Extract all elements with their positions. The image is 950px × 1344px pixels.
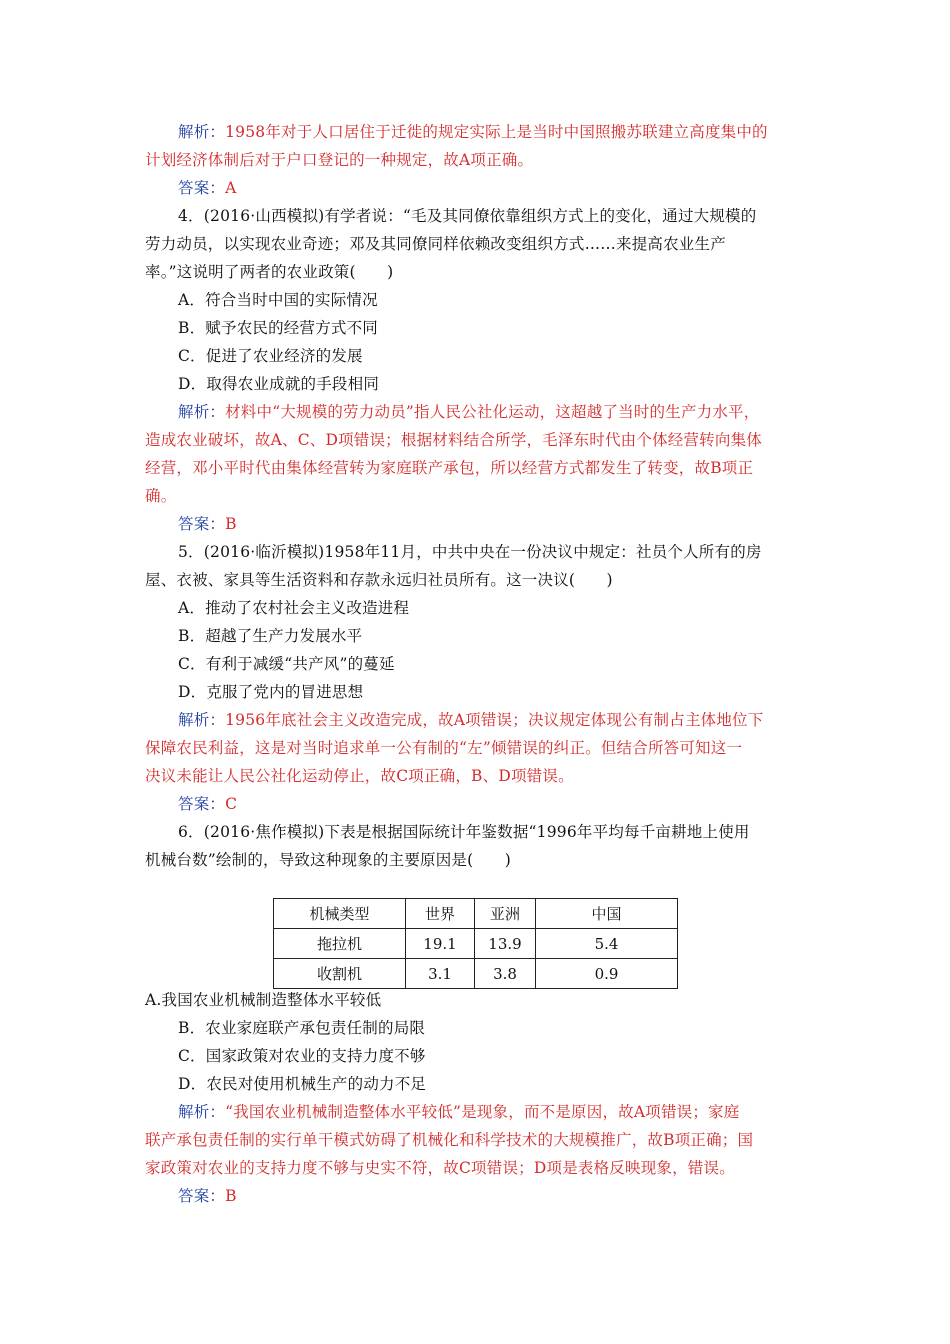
table-header-cell: 世界 <box>406 899 475 929</box>
line-text: D．农民对使用机械生产的动力不足 <box>178 1075 427 1093</box>
text-line <box>178 1186 237 1206</box>
text-line <box>178 822 750 842</box>
line-text: 家政策对农业的支持力度不够与史实不符，故C项错误；D项是表格反映现象，错误。 <box>145 1159 735 1177</box>
line-text: C <box>225 795 238 813</box>
line-text: B <box>225 1187 237 1205</box>
text-line <box>178 626 362 646</box>
line-text: 保障农民利益，这是对当时追求单一公有制的“左”倾错误的纠正。但结合所答可知这一 <box>145 739 743 757</box>
line-text: “我国农业机械制造整体水平较低”是现象，而不是原因，故A项错误；家庭 <box>225 1103 740 1121</box>
text-line <box>145 850 511 870</box>
line-text: A．符合当时中国的实际情况 <box>178 291 378 309</box>
text-line <box>178 318 378 338</box>
text-line <box>178 710 763 730</box>
table-cell: 拖拉机 <box>274 929 406 959</box>
text-line <box>178 122 768 142</box>
text-line <box>145 1158 735 1178</box>
line-text: D．取得农业成就的手段相同 <box>178 375 380 393</box>
machinery-table <box>273 898 678 989</box>
line-text: 材料中“大规模的劳力动员”指人民公社化运动，这超越了当时的生产力水平， <box>225 403 760 421</box>
line-text: 确。 <box>145 487 177 505</box>
table-cell: 19.1 <box>406 929 475 959</box>
table-cell: 13.9 <box>475 929 536 959</box>
line-text: B．超越了生产力发展水平 <box>178 627 363 645</box>
line-text: 决议未能让人民公社化运动停止，故C项正确，B、D项错误。 <box>145 767 574 785</box>
line-text: 联产承包责任制的实行单干模式妨碍了机械化和科学技术的大规模推广，故B项正确；国 <box>145 1131 754 1149</box>
text-line <box>178 1046 426 1066</box>
line-text: 5．(2016·临沂模拟)1958年11月，中共中央在一份决议中规定：社员个人所有的房 <box>178 543 762 561</box>
line-text: 计划经济体制后对于户口登记的一种规定，故A项正确。 <box>145 151 534 169</box>
text-line <box>145 766 574 786</box>
text-line <box>145 990 381 1010</box>
line-text: 屋、衣被、家具等生活资料和存款永远归社员所有。这一决议( ) <box>145 571 613 589</box>
answer-label: 解析： <box>178 403 226 421</box>
line-text: B <box>225 515 237 533</box>
answer-label: 答案： <box>178 1187 226 1205</box>
text-line <box>178 794 237 814</box>
text-line <box>178 374 379 394</box>
table-cell: 5.4 <box>536 929 678 959</box>
table-cell: 3.8 <box>475 959 536 989</box>
table-row <box>274 929 678 959</box>
line-text: 6．(2016·焦作模拟)下表是根据国际统计年鉴数据“1996年平均每千亩耕地上使用 <box>178 823 750 841</box>
text-line <box>178 346 363 366</box>
text-line <box>178 402 759 422</box>
text-line <box>145 486 176 506</box>
text-line <box>145 262 393 282</box>
text-line <box>178 1018 425 1038</box>
line-text: C．有利于减缓“共产风”的蔓延 <box>178 655 395 673</box>
text-line <box>178 542 762 562</box>
line-text: 4．(2016·山西模拟)有学者说：“毛及其同僚依靠组织方式上的变化，通过大规模的 <box>178 207 757 225</box>
table-cell: 收割机 <box>274 959 406 989</box>
line-text: A.我国农业机械制造整体水平较低 <box>145 991 382 1009</box>
line-text: C．国家政策对农业的支持力度不够 <box>178 1047 426 1065</box>
text-line <box>178 290 378 310</box>
text-line <box>145 150 533 170</box>
table-header-cell: 亚洲 <box>475 899 536 929</box>
text-line <box>145 570 613 590</box>
line-text: B．赋予农民的经营方式不同 <box>178 319 378 337</box>
text-line <box>178 598 409 618</box>
line-text: A．推动了农村社会主义改造进程 <box>178 599 410 617</box>
text-line <box>145 738 742 758</box>
line-text: 1958年对于人口居住于迁徙的规定实际上是当时中国照搬苏联建立高度集中的 <box>225 123 768 141</box>
text-line <box>178 178 237 198</box>
line-text: A <box>225 179 237 197</box>
text-line <box>145 458 753 478</box>
line-text: 1956年底社会主义改造完成，故A项错误；决议规定体现公有制占主体地位下 <box>225 711 764 729</box>
text-line <box>145 430 762 450</box>
line-text: 造成农业破坏，故A、C、D项错误；根据材料结合所学，毛泽东时代由个体经营转向集体 <box>145 431 762 449</box>
answer-label: 答案： <box>178 179 226 197</box>
line-text: C．促进了农业经济的发展 <box>178 347 363 365</box>
line-text: 经营，邓小平时代由集体经营转为家庭联产承包，所以经营方式都发生了转变，故B项正 <box>145 459 754 477</box>
text-line <box>178 1102 739 1122</box>
text-line <box>178 206 756 226</box>
answer-label: 答案： <box>178 795 226 813</box>
answer-label: 解析： <box>178 1103 226 1121</box>
text-line <box>145 234 726 254</box>
line-text: 机械台数”绘制的，导致这种现象的主要原因是( ) <box>145 851 512 869</box>
line-text: D．克服了党内的冒进思想 <box>178 683 364 701</box>
table-header-cell: 机械类型 <box>274 899 406 929</box>
table-cell: 3.1 <box>406 959 475 989</box>
answer-label: 解析： <box>178 711 226 729</box>
line-text: B．农业家庭联产承包责任制的局限 <box>178 1019 426 1037</box>
answer-label: 答案： <box>178 515 226 533</box>
table-cell: 0.9 <box>536 959 678 989</box>
table-header-row <box>274 899 678 929</box>
table-header-cell: 中国 <box>536 899 678 929</box>
line-text: 率。”这说明了两者的农业政策( ) <box>145 263 394 281</box>
text-line <box>178 654 395 674</box>
table-row <box>274 959 678 989</box>
line-text: 劳力动员，以实现农业奇迹；邓及其同僚同样依赖改变组织方式……来提高农业生产 <box>145 235 726 253</box>
text-line <box>178 682 363 702</box>
answer-label: 解析： <box>178 123 226 141</box>
text-line <box>178 1074 426 1094</box>
text-line <box>145 1130 753 1150</box>
text-line <box>178 514 237 534</box>
